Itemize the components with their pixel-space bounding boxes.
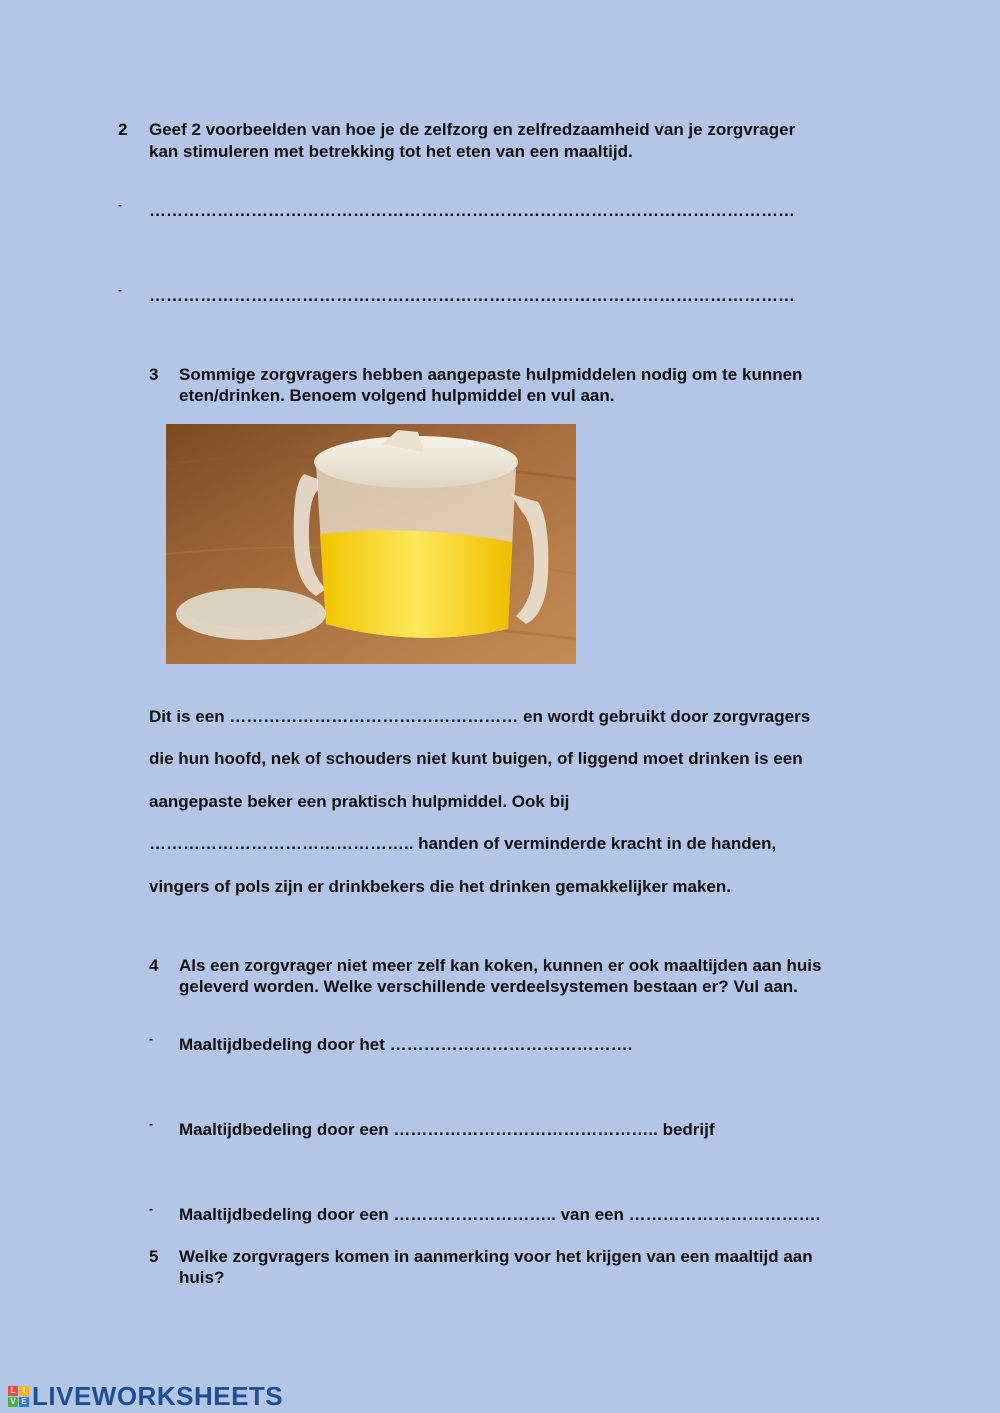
distribution-item-3[interactable]: Maaltijdbedeling door een ……………………….. van een …………………………….: [179, 1205, 821, 1224]
drinking-cup-photo: [166, 424, 576, 664]
question-5-line-1: Welke zorgvragers komen in aanmerking voor het krijgen van een maaltijd aan: [179, 1247, 813, 1266]
question-3-paragraph-line-5: vingers of pols zijn er drinkbekers die het drinken gemakkelijker maken.: [149, 877, 731, 896]
list-dash: -: [149, 1202, 153, 1216]
two-handled-drinking-cup-icon: [166, 424, 576, 664]
answer-dash: -: [118, 283, 122, 297]
question-4-number: 4: [149, 956, 159, 975]
question-3-line-2: eten/drinken. Benoem volgend hulpmiddel en vul aan.: [179, 386, 615, 405]
question-4-line-1: Als een zorgvrager niet meer zelf kan koken, kunnen er ook maaltijden aan huis: [179, 956, 822, 975]
question-3-number: 3: [149, 365, 159, 384]
liveworksheets-brand: LIVEWORKSHEETS: [32, 1380, 284, 1411]
question-2-number: 2: [118, 120, 128, 139]
question-3-paragraph-line-3: aangepaste beker een praktisch hulpmiddel. Ook bij: [149, 792, 570, 811]
question-5-line-2: huis?: [179, 1268, 225, 1287]
question-2-line-1: Geef 2 voorbeelden van hoe je de zelfzorg en zelfredzaamheid van je zorgvrager: [149, 120, 796, 139]
question-3-paragraph-line-4[interactable]: ……………………………………….. handen of verminderde kracht in de handen,: [149, 834, 777, 853]
list-dash: -: [149, 1032, 153, 1046]
distribution-item-2[interactable]: Maaltijdbedeling door een ……………………………………….. bedrijf: [179, 1120, 715, 1139]
answer-line-2[interactable]: ……………………………………………………………………………………………………: [149, 286, 795, 305]
liveworksheets-logo: [8, 1382, 283, 1410]
answer-dash: -: [118, 198, 122, 212]
distribution-item-1[interactable]: Maaltijdbedeling door het …………………………………….: [179, 1035, 633, 1054]
question-3-paragraph-line-2: die hun hoofd, nek of schouders niet kunt buigen, of liggend moet drinken is een: [149, 749, 803, 768]
question-4-line-2: geleverd worden. Welke verschillende verdeelsystemen bestaan er? Vul aan.: [179, 977, 798, 996]
question-3-line-1: Sommige zorgvragers hebben aangepaste hulpmiddelen nodig om te kunnen: [179, 365, 803, 384]
list-dash: -: [149, 1117, 153, 1131]
question-5-number: 5: [149, 1247, 159, 1266]
question-2-line-2: kan stimuleren met betrekking tot het eten van een maaltijd.: [149, 142, 633, 161]
answer-line-1[interactable]: ……………………………………………………………………………………………………: [149, 201, 795, 220]
liveworksheets-logo-icon: L I V E: [8, 1386, 29, 1407]
question-3-paragraph-line-1[interactable]: Dit is een …………………………………………… en wordt gebruikt door zorgvragers: [149, 707, 811, 726]
